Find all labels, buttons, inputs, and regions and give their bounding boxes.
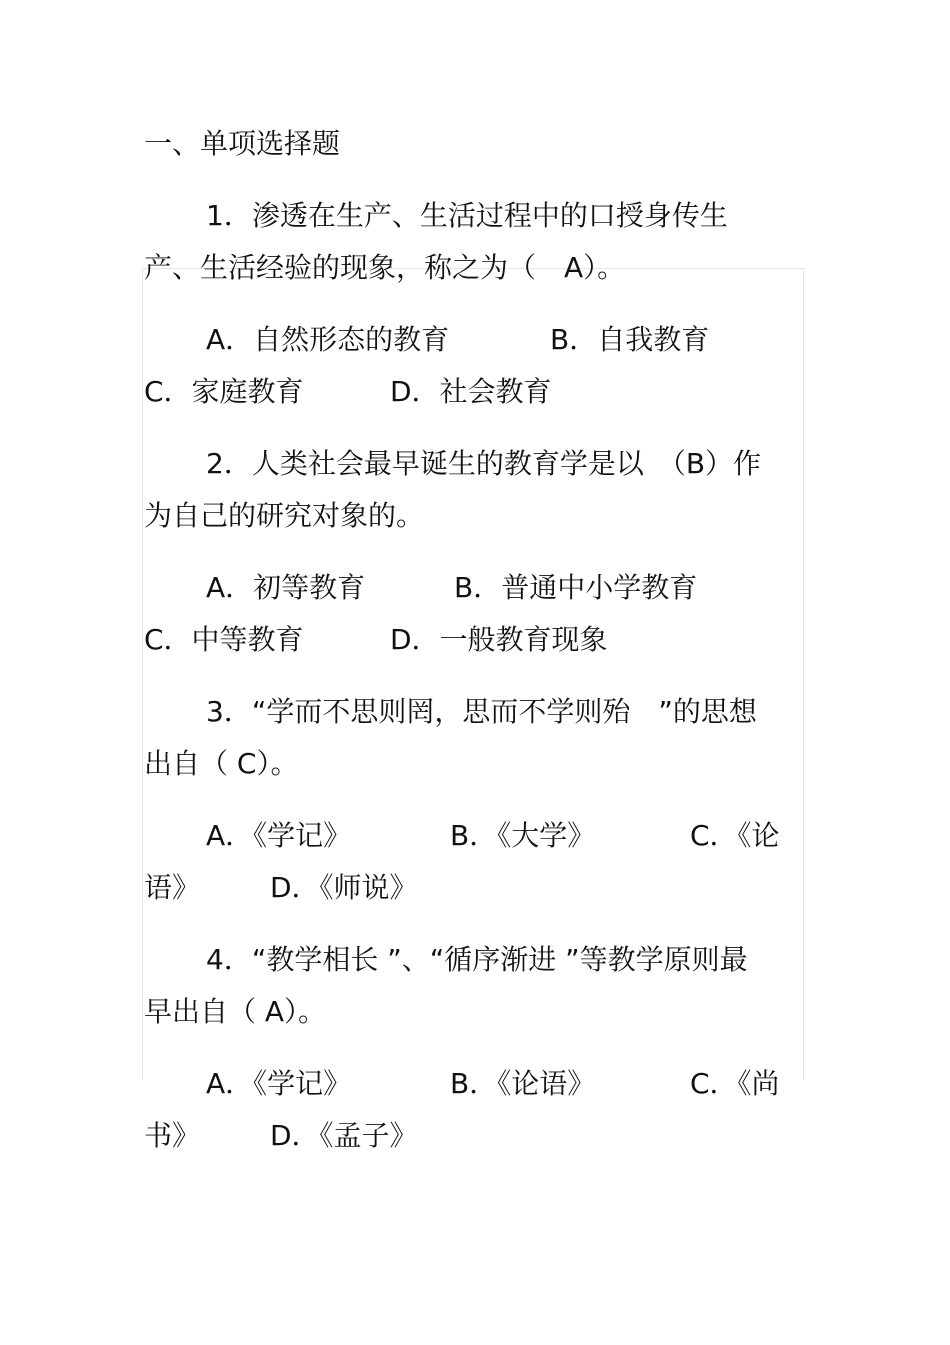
question-2-option-d: D．一般教育现象	[390, 623, 608, 656]
question-1-options-row1	[144, 314, 804, 366]
question-4-option-c-continued: 书》	[144, 1119, 201, 1152]
question-2-option-b: B．普通中小学教育	[454, 571, 698, 604]
question-1-stem	[144, 190, 804, 294]
question-1-stem-line2: 产、生活经验的现象，称之为（ A）。	[144, 251, 626, 284]
document-page	[144, 118, 804, 1182]
question-1-options-row2	[144, 366, 804, 418]
question-2-stem	[144, 438, 804, 542]
question-4-option-a: A．《学记》	[206, 1067, 352, 1100]
question-2-option-c: C．中等教育	[144, 623, 304, 656]
question-2-options-row2	[144, 614, 804, 666]
question-1-option-b: B．自我教育	[550, 323, 710, 356]
question-4-option-d: D．《孟子》	[270, 1119, 418, 1152]
question-3-option-d: D．《师说》	[270, 871, 418, 904]
question-2-options	[144, 562, 804, 666]
question-4-option-c: C．《尚	[690, 1067, 780, 1100]
question-3-option-a: A．《学记》	[206, 819, 352, 852]
question-4-stem	[144, 934, 804, 1038]
section-title: 一、单项选择题	[144, 127, 341, 160]
question-1-options	[144, 314, 804, 418]
question-3-stem-line2: 出自（ C）。	[144, 747, 299, 780]
question-3-stem-line1: 3．“学而不思则罔，思而不学则殆 ”的思想	[206, 695, 757, 728]
question-3-option-c-continued: 语》	[144, 871, 201, 904]
question-2-stem-line2: 为自己的研究对象的。	[144, 499, 425, 532]
question-1-stem-line1: 1．渗透在生产、生活过程中的口授身传生	[206, 199, 728, 232]
question-1-option-c: C．家庭教育	[144, 375, 304, 408]
question-3-options-row2	[144, 862, 804, 914]
question-3-stem	[144, 686, 804, 790]
question-4-options-row2	[144, 1110, 804, 1162]
question-3-option-c: C．《论	[690, 819, 780, 852]
question-4-option-b: B．《论语》	[450, 1067, 596, 1100]
question-4-options-row1	[144, 1058, 804, 1110]
question-4-options	[144, 1058, 804, 1162]
question-1-option-a: A．自然形态的教育	[206, 323, 450, 356]
question-3-options	[144, 810, 804, 914]
question-2-option-a: A．初等教育	[206, 571, 366, 604]
question-2-stem-line1: 2．人类社会最早诞生的教育学是以 （B）作	[206, 447, 762, 480]
question-1-option-d: D．社会教育	[390, 375, 552, 408]
question-3-option-b: B．《大学》	[450, 819, 596, 852]
question-4-stem-line1: 4．“教学相长 ”、“循序渐进 ”等教学原则最	[206, 943, 748, 976]
question-2-options-row1	[144, 562, 804, 614]
question-3-options-row1	[144, 810, 804, 862]
question-4-stem-line2: 早出自（ A）。	[144, 995, 327, 1028]
